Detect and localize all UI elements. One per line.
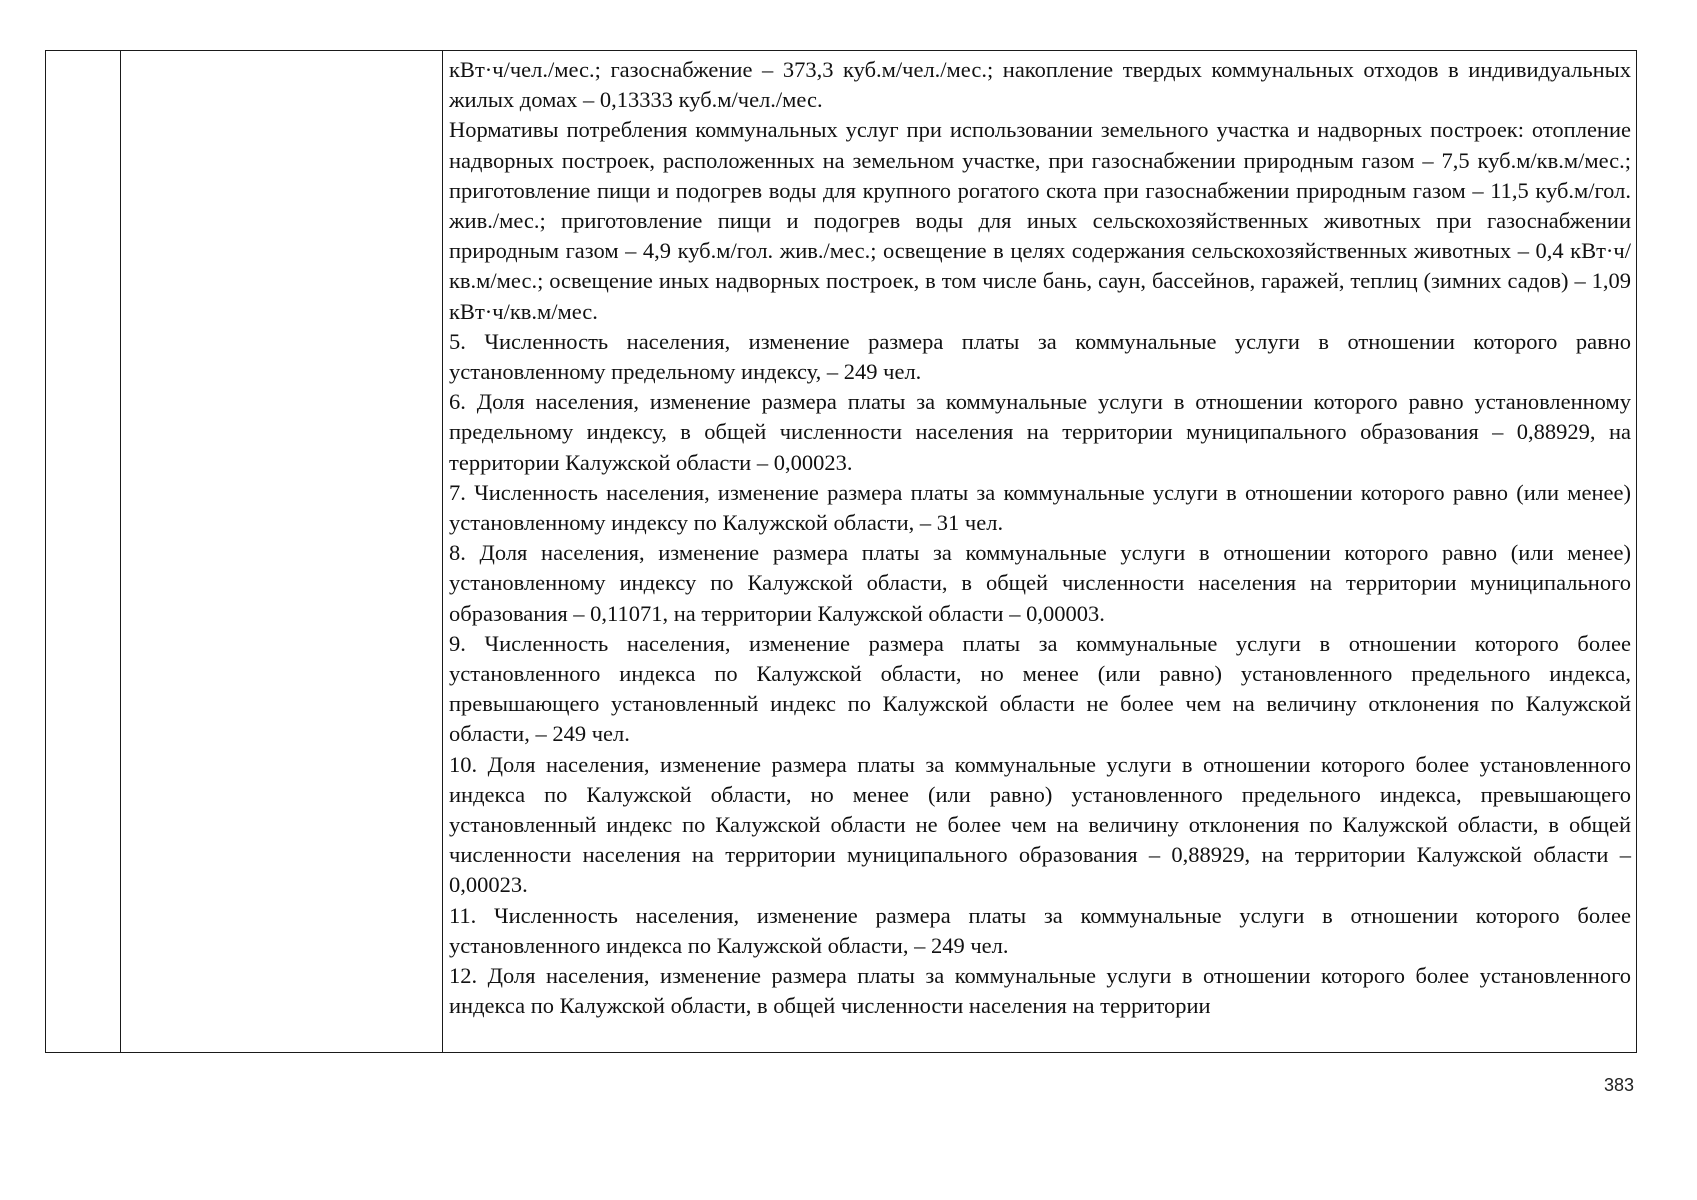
paragraph: 10. Доля населения, изменение размера платы за коммунальные услуги в отношении которого более установленного индекса по Калужской области, но менее (или равно) установленного предельного индекса, превышающего установленный индекс по Калужской области не более чем на величину отклонения по Калужской области, в общей численности населения на территории муниципального образования – 0,88929, на территории Калужской области – 0,00023. bbox=[449, 751, 1631, 898]
table-column-divider-1 bbox=[120, 51, 121, 1052]
table-column-divider-2 bbox=[442, 51, 443, 1052]
paragraph: 5. Численность населения, изменение размера платы за коммунальные услуги в отношении которого равно установленному предельному индексу, – 249 чел. bbox=[449, 328, 1631, 385]
paragraph: 12. Доля населения, изменение размера платы за коммунальные услуги в отношении которого более установленного индекса по Калужской области, в общей численности населения на территории bbox=[449, 963, 1631, 1019]
paragraph: кВт·ч/чел./мес.; газоснабжение – 373,3 куб.м/чел./мес.; накопление твердых коммунальных отходов в индивидуальных жилых домах – 0,13333 куб.м/чел./мес. bbox=[449, 57, 1631, 113]
paragraph: 8. Доля населения, изменение размера платы за коммунальные услуги в отношении которого равно (или менее) установленному индексу по Калужской области, в общей численности населения на территории муниципального образования – 0,11071, на территории Калужской области – 0,00003. bbox=[449, 540, 1631, 626]
paragraph: 6. Доля населения, изменение размера платы за коммунальные услуги в отношении которого равно установленному предельному индексу, в общей численности населения на территории муниципального образования – 0,88929, на территории Калужской области – 0,00023. bbox=[449, 389, 1631, 475]
table-cell-text bbox=[449, 55, 1631, 1022]
paragraph: 11. Численность населения, изменение размера платы за коммунальные услуги в отношении которого более установленного индекса по Калужской области, – 249 чел. bbox=[449, 902, 1631, 958]
paragraph: Нормативы потребления коммунальных услуг при использовании земельного участка и надворных построек: отопление надворных построек, расположенных на земельном участке, при газоснабжении природным газом – 7,5 куб.м/кв.м/мес.; приготовление пищи и подогрев воды для крупного рогатого скота при газоснабжении природным газом – 11,5 куб.м/гол. жив./мес.; приготовление пищи и подогрев воды для иных сельскохозяйственных животных при газоснабжении природным газом – 4,9 куб.м/гол. жив./мес.; освещение в целях содержания сельскохозяйственных животных – 0,4 кВт·ч/кв.м/мес.; освещение иных надворных построек, в том числе бань, саун, бассейнов, гаражей, теплиц (зимних садов) – 1,09 кВт·ч/кв.м/мес. bbox=[449, 117, 1631, 324]
paragraph: 7. Численность населения, изменение размера платы за коммунальные услуги в отношении которого равно (или менее) установленному индексу по Калужской области, – 31 чел. bbox=[449, 479, 1631, 536]
document-table bbox=[45, 50, 1637, 1053]
page-number: 383 bbox=[1604, 1075, 1635, 1095]
paragraph: 9. Численность населения, изменение размера платы за коммунальные услуги в отношении которого более установленного индекса по Калужской области, но менее (или равно) установленного предельного индекса, превышающего установленный индекс по Калужской области не более чем на величину отклонения по Калужской области, – 249 чел. bbox=[449, 630, 1631, 747]
